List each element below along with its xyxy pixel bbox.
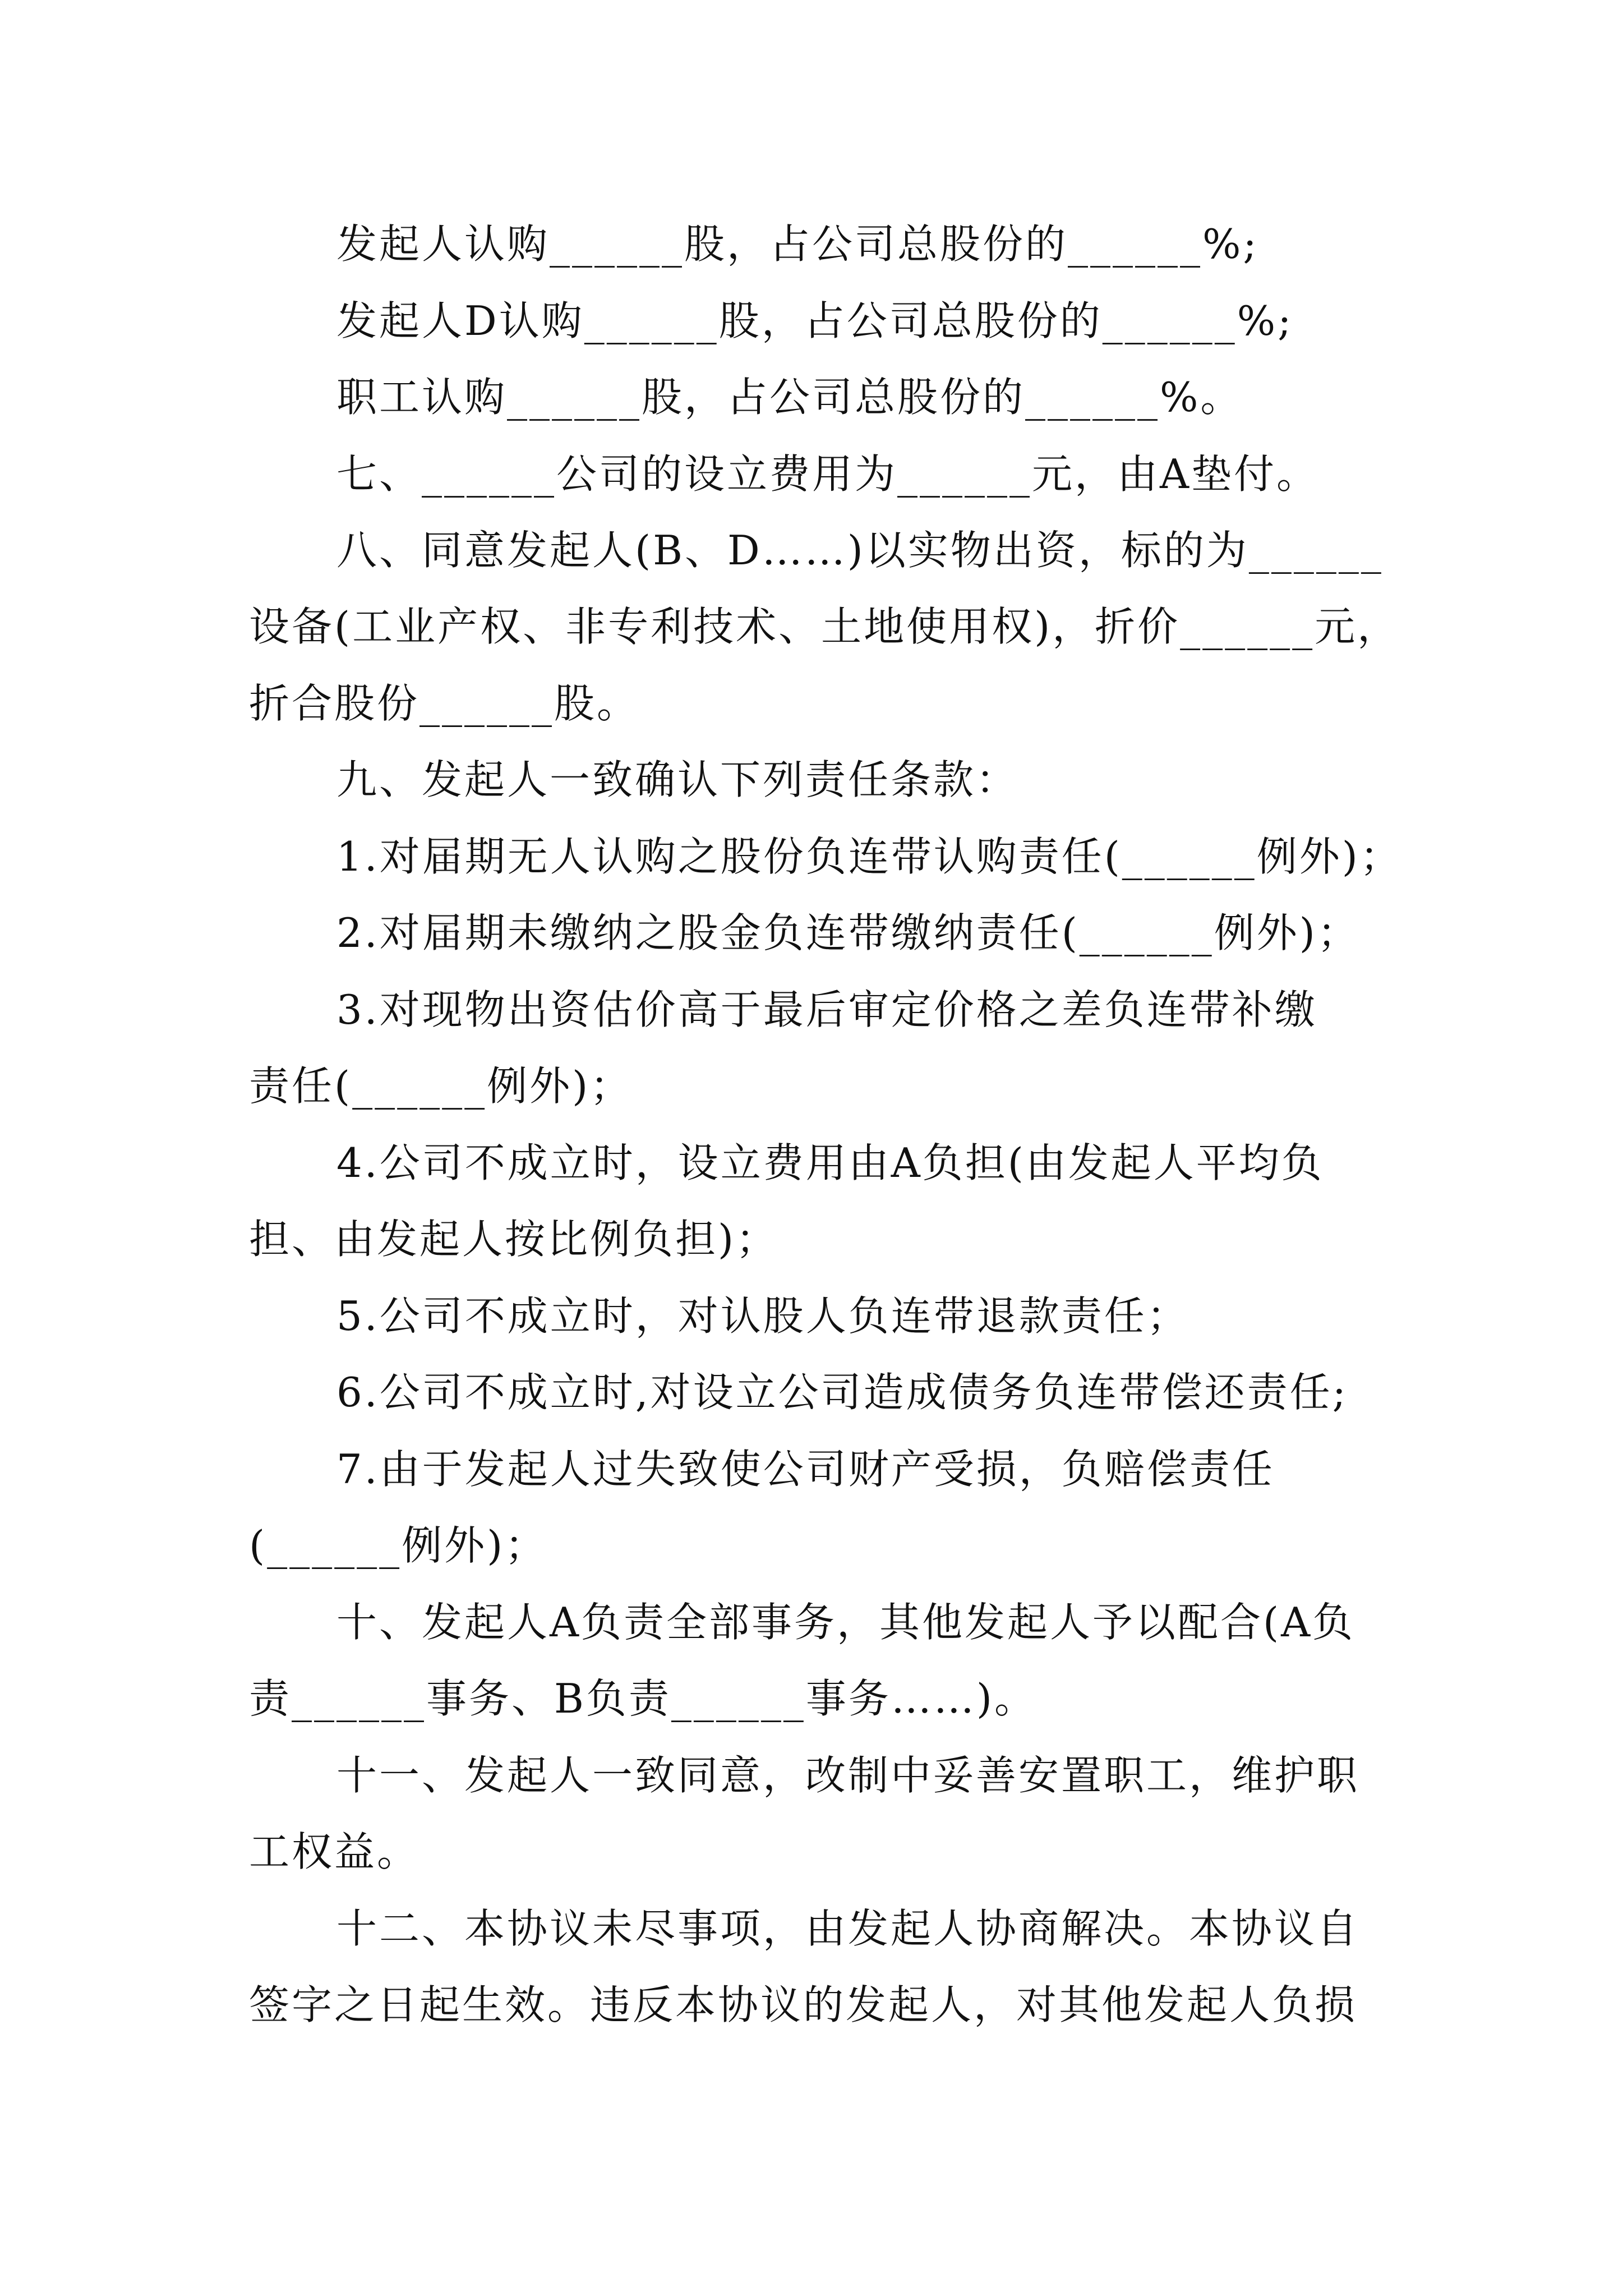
text-line: 发起人认购______股，占公司总股份的______%; xyxy=(336,220,1259,268)
text-line: (______例外)； xyxy=(249,1522,548,1569)
text-line: 十一、发起人一致同意，改制中妥善安置职工，维护职 xyxy=(336,1752,1360,1799)
text-line: 七、______公司的设立费用为______元，由A垫付。 xyxy=(336,450,1319,498)
text-line: 签字之日起生效。违反本协议的发起人，对其他发起人负损 xyxy=(249,1981,1358,2028)
text-line: 2.对届期未缴纳之股金负连带缴纳责任(______例外)； xyxy=(336,909,1360,956)
text-line: 6.公司不成立时,对设立公司造成债务负连带偿还责任; xyxy=(336,1369,1348,1416)
text-line: 设备(工业产权、非专利技术、土地使用权)，折价______元， xyxy=(249,603,1400,650)
text-line: 职工认购______股，占公司总股份的______%。 xyxy=(336,374,1243,421)
text-line: 5.公司不成立时，对认股人负连带退款责任； xyxy=(336,1292,1189,1340)
text-line: 1.对届期无人认购之股份负连带认购责任(______例外)； xyxy=(336,833,1403,880)
text-line: 7.由于发起人过失致使公司财产受损，负赔偿责任 xyxy=(336,1446,1275,1493)
text-line: 责任(______例外)； xyxy=(249,1062,633,1110)
text-line: 4.公司不成立时，设立费用由A负担(由发起人平均负 xyxy=(336,1139,1324,1186)
text-line: 十二、本协议未尽事项，由发起人协商解决。本协议自 xyxy=(336,1905,1360,1952)
text-line: 工权益。 xyxy=(249,1828,420,1875)
text-line: 九、发起人一致确认下列责任条款： xyxy=(336,756,1019,803)
text-line: 3.对现物出资估价高于最后审定价格之差负连带补缴 xyxy=(336,986,1317,1033)
text-line: 责______事务、B负责______事务……)。 xyxy=(249,1675,1038,1722)
text-line: 折合股份______股。 xyxy=(249,680,640,727)
text-line: 担、由发起人按比例负担)； xyxy=(249,1216,779,1263)
text-line: 八、同意发起人(B、D……)以实物出资，标的为______ xyxy=(336,527,1384,574)
text-line: 发起人D认购______股，占公司总股份的______%; xyxy=(336,297,1294,344)
text-line: 十、发起人A负责全部事务，其他发起人予以配合(A负 xyxy=(336,1599,1355,1646)
